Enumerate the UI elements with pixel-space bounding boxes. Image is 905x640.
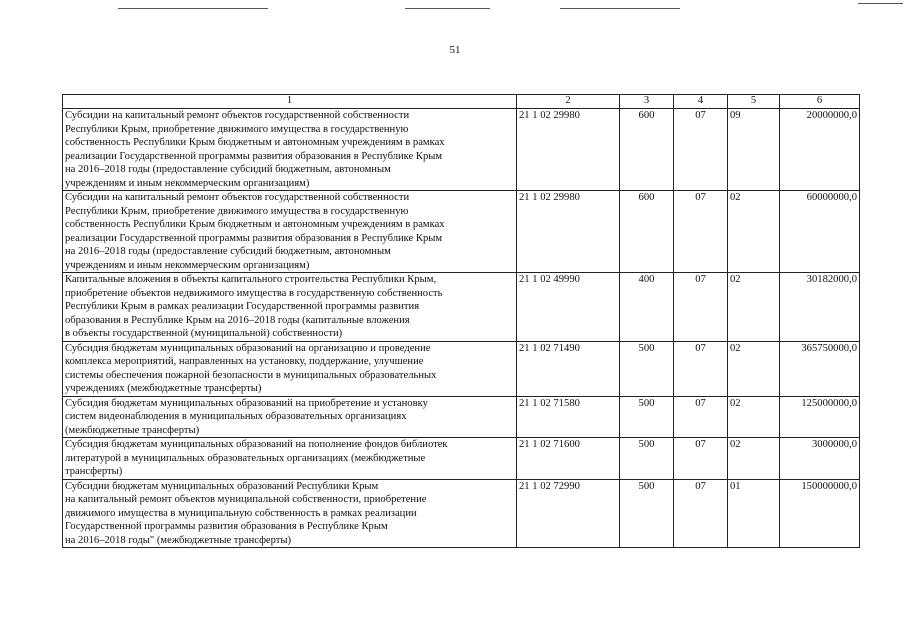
amount: 150000000,0 bbox=[780, 479, 860, 548]
table-row bbox=[63, 479, 860, 548]
amount: 125000000,0 bbox=[780, 396, 860, 438]
section: 07 bbox=[674, 396, 728, 438]
row-description: Капитальные вложения в объекты капитального строительства Республики Крым, приобретение объектов недвижимого имущества в государственную собственность Республики Крым в рамках реализации Государственной программы развития образования в Республике Крым на 2016–2018 годы (капитальные вложения в объекты государственной (муниципальной) собственности) bbox=[63, 273, 517, 342]
section: 07 bbox=[674, 479, 728, 548]
subsection: 02 bbox=[728, 396, 780, 438]
table-row bbox=[63, 438, 860, 480]
row-description: Субсидия бюджетам муниципальных образований на пополнение фондов библиотек литературой в муниципальных образовательных организациях (межбюджетные трансферты) bbox=[63, 438, 517, 480]
scan-artifact-line bbox=[858, 3, 903, 4]
target-code: 21 1 02 29980 bbox=[517, 109, 620, 191]
subsection: 02 bbox=[728, 273, 780, 342]
section: 07 bbox=[674, 109, 728, 191]
target-code: 21 1 02 72990 bbox=[517, 479, 620, 548]
amount: 3000000,0 bbox=[780, 438, 860, 480]
column-header-6: 6 bbox=[780, 95, 860, 109]
subsection: 09 bbox=[728, 109, 780, 191]
scan-artifact-line bbox=[405, 8, 490, 9]
row-description: Субсидия бюджетам муниципальных образований на приобретение и установку систем видеонаблюдения в муниципальных образовательных организациях (межбюджетные трансферты) bbox=[63, 396, 517, 438]
target-code: 21 1 02 71580 bbox=[517, 396, 620, 438]
table-row bbox=[63, 191, 860, 273]
amount: 30182000,0 bbox=[780, 273, 860, 342]
section: 07 bbox=[674, 438, 728, 480]
row-description: Субсидии на капитальный ремонт объектов государственной собственности Республики Крым, приобретение движимого имущества в государственную собственность Республики Крым бюджетным и автономным учреждениям в рамках реализации Государственной программы развития образования в Республике Крым на 2016–2018 годы (предоставление субсидий бюджетным, автономным учреждениям и иным некоммерческим организациям) bbox=[63, 191, 517, 273]
column-header-1: 1 bbox=[63, 95, 517, 109]
section: 07 bbox=[674, 191, 728, 273]
budget-table bbox=[62, 94, 860, 548]
page-number: 51 bbox=[449, 44, 461, 56]
subsection: 02 bbox=[728, 191, 780, 273]
table-row bbox=[63, 341, 860, 396]
scan-artifact-line bbox=[118, 8, 268, 9]
row-description: Субсидия бюджетам муниципальных образований на организацию и проведение комплекса мероприятий, направленных на установку, поддержание, улучшение системы обеспечения пожарной безопасности в муниципальных образовательных учреждениях (межбюджетные трансферты) bbox=[63, 341, 517, 396]
expense-type: 600 bbox=[620, 109, 674, 191]
expense-type: 500 bbox=[620, 341, 674, 396]
target-code: 21 1 02 49990 bbox=[517, 273, 620, 342]
column-header-2: 2 bbox=[517, 95, 620, 109]
column-header-3: 3 bbox=[620, 95, 674, 109]
amount: 60000000,0 bbox=[780, 191, 860, 273]
section: 07 bbox=[674, 273, 728, 342]
header-row bbox=[63, 95, 860, 109]
target-code: 21 1 02 71600 bbox=[517, 438, 620, 480]
table-row bbox=[63, 109, 860, 191]
subsection: 01 bbox=[728, 479, 780, 548]
column-header-4: 4 bbox=[674, 95, 728, 109]
expense-type: 400 bbox=[620, 273, 674, 342]
expense-type: 500 bbox=[620, 479, 674, 548]
section: 07 bbox=[674, 341, 728, 396]
row-description: Субсидии бюджетам муниципальных образований Республики Крым на капитальный ремонт объектов муниципальной собственности, приобретение движимого имущества в муниципальную собственность в рамках реализации Государственной программы развития образования в Республике Крым на 2016–2018 годы" (межбюджетные трансферты) bbox=[63, 479, 517, 548]
expense-type: 500 bbox=[620, 396, 674, 438]
table-row bbox=[63, 273, 860, 342]
column-header-5: 5 bbox=[728, 95, 780, 109]
amount: 365750000,0 bbox=[780, 341, 860, 396]
expense-type: 500 bbox=[620, 438, 674, 480]
row-description: Субсидии на капитальный ремонт объектов государственной собственности Республики Крым, приобретение движимого имущества в государственную собственность Республики Крым бюджетным и автономным учреждениям в рамках реализации Государственной программы развития образования в Республике Крым на 2016–2018 годы (предоставление субсидий бюджетным, автономным учреждениям и иным некоммерческим организациям) bbox=[63, 109, 517, 191]
subsection: 02 bbox=[728, 438, 780, 480]
scan-artifact-line bbox=[560, 8, 680, 9]
target-code: 21 1 02 29980 bbox=[517, 191, 620, 273]
subsection: 02 bbox=[728, 341, 780, 396]
table-row bbox=[63, 396, 860, 438]
expense-type: 600 bbox=[620, 191, 674, 273]
target-code: 21 1 02 71490 bbox=[517, 341, 620, 396]
amount: 20000000,0 bbox=[780, 109, 860, 191]
